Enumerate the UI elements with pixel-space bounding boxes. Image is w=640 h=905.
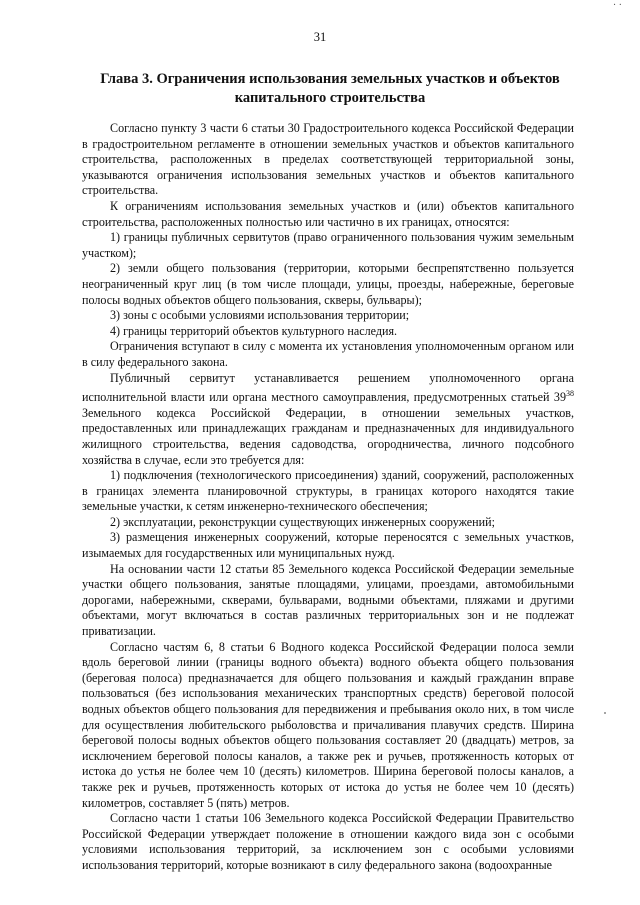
chapter-title-line-1: Глава 3. Ограничения использования земельных участков и объектов (100, 71, 560, 87)
superscript: 38 (566, 389, 574, 399)
page-number: 31 (313, 30, 327, 44)
body-text (82, 121, 574, 874)
paragraph: 3) зоны с особыми условиями использования территории; (110, 308, 410, 323)
chapter-title (70, 70, 590, 108)
paragraph-text: Земельного кодекса Российской Федерации, в отношении земельных участков, предоставленных или принадлежащих гражданам и предназначенных для индивидуального жилищного строительства, ведения садоводства, огородничества, личного подсобного хозяйства в случае, если это требуется для: (82, 405, 574, 467)
paragraph: Ограничения вступают в силу с момента их установления уполномоченным органом или в силу федерального закона. (82, 339, 574, 369)
paragraph: К ограничениям использования земельных участков и (или) объектов капитального строительства, расположенных полностью или частично в их границах, относятся: (82, 198, 574, 229)
paragraph: На основании части 12 статьи 85 Земельного кодекса Российской Федерации земельные участки общего пользования, занятые площадями, улицами, проездами, автомобильными дорогами, набережными, скверами, бульварами, водными объектами, пляжами и другими объектами, могут включаться в состав различных территориальных зон и не подлежат приватизации. (82, 561, 574, 639)
paragraph: 1) подключения (технологического присоединения) зданий, сооружений, расположенных в границах элемента планировочной структуры, в границах которого находятся такие земельные участки, к сетям инженерно-технического обеспечения; (82, 468, 574, 514)
paragraph: 3) размещения инженерных сооружений, которые переносятся с земельных участков, изымаемых для государственных или муниципальных нужд. (82, 530, 574, 561)
paragraph: Согласно частям 6, 8 статьи 6 Водного кодекса Российской Федерации полоса земли вдоль береговой линии (границы водного объекта) водного объекта общего пользования (береговая полоса) предназначается для общего пользования и каждый гражданин вправе пользоваться (без использования механических транспортных средств) береговой полосой водных объектов общего пользования для передвижения и пребывания около них, в том числе для осуществления любительского рыболовства и причаливания плавучих средств. Ширина береговой полосы водных объектов общего пользования составляет 20 (двадцать) метров, за исключением береговой полосы каналов, а также рек и ручьев, протяженность которых от истока до устья не более чем 10 (десять) километров. Ширина береговой полосы каналов, а также рек и ручьев, протяженность которых от истока до устья не более чем 10 (десять) километров, составляет 5 (пять) метров. (82, 639, 574, 810)
chapter-title-line-2: капитального строительства (234, 90, 426, 106)
paragraph: 2) земли общего пользования (территории, которыми беспрепятственно пользуется неограниченный круг лиц (в том числе площади, улицы, проезды, набережные, береговые полосы водных объектов общего пользования, скверы, бульвары); (82, 261, 574, 307)
paragraph: Согласно пункту 3 части 6 статьи 30 Градостроительного кодекса Российской Федерации в градостроительном регламенте в отношении земельных участков и объектов капитального строительства, расположенных в пределах соответствующей территориальной зоны, указываются ограничения использования земельных участков и объектов капитального строительства. (82, 121, 574, 198)
paragraph-servitude (82, 371, 574, 469)
margin-dot (604, 712, 606, 714)
corner-mark: · · (612, 0, 622, 11)
paragraph: 4) границы территорий объектов культурного наследия. (110, 323, 398, 338)
paragraph: Согласно части 1 статьи 106 Земельного кодекса Российской Федерации Правительство Российской Федерации утверждает положение в отношении каждого вида зон с особыми условиями использования территорий, за исключением зон с особыми условиями использования территорий, которые возникают в силу федерального закона (водоохранные (82, 811, 574, 872)
paragraph: 2) эксплуатации, реконструкции существующих инженерных сооружений; (110, 514, 495, 529)
paragraph: 1) границы публичных сервитутов (право ограниченного пользования чужим земельным участком); (82, 230, 574, 260)
paragraph-text: Публичный сервитут устанавливается решением уполномоченного органа исполнительной власти или органа местного самоуправления, предусмотренных статьей 39 (82, 370, 574, 405)
